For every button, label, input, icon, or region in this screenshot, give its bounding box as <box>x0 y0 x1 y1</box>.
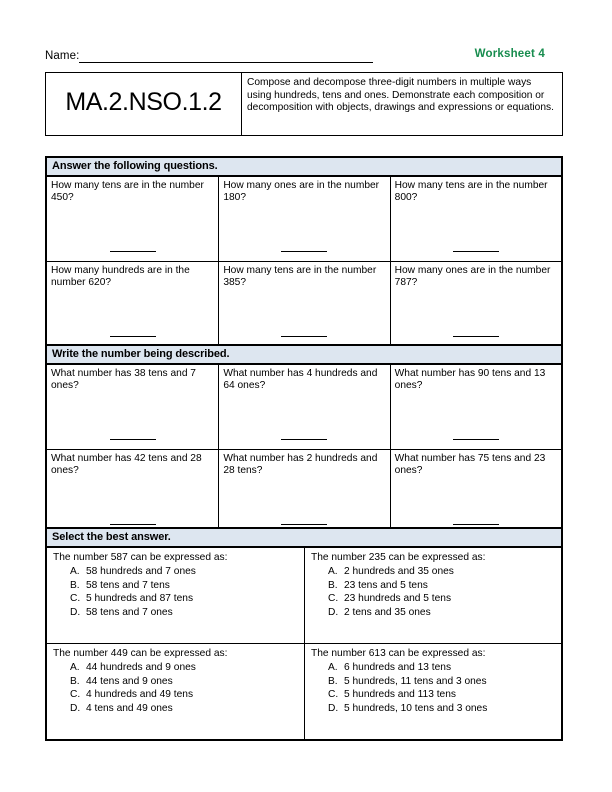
question-cell[interactable] <box>390 450 561 534</box>
section-tens-ones <box>45 156 563 348</box>
question-cell[interactable] <box>47 644 304 739</box>
mc-option-letter: D. <box>328 702 339 714</box>
question-text: What number has 90 tens and 13 ones? <box>394 368 546 392</box>
mc-option-text: 5 hundreds, 11 tens and 3 ones <box>344 675 487 687</box>
question-cell[interactable] <box>304 548 561 643</box>
section-write-number <box>45 344 563 536</box>
standard-box <box>45 72 563 136</box>
mc-option[interactable] <box>311 688 557 701</box>
name-write-line[interactable] <box>79 62 373 63</box>
question-row <box>47 449 561 534</box>
mc-option[interactable] <box>53 579 300 592</box>
question-cell[interactable] <box>390 177 561 261</box>
question-text: How many tens are in the number 385? <box>223 265 377 289</box>
mc-option-text: 58 hundreds and 7 ones <box>86 566 196 578</box>
question-grid <box>47 365 561 534</box>
mc-option-text: 5 hundreds and 113 tens <box>344 689 456 701</box>
question-text: How many hundreds are in the number 620? <box>51 265 190 289</box>
mc-option-text: 58 tens and 7 tens <box>86 579 170 591</box>
question-grid <box>47 177 561 346</box>
mc-option-text: 2 tens and 35 ones <box>344 606 431 618</box>
mc-option-text: 23 hundreds and 5 tens <box>344 593 452 605</box>
question-cell[interactable] <box>218 365 389 449</box>
question-text: What number has 38 tens and 7 ones? <box>51 368 196 392</box>
mc-option[interactable] <box>311 565 557 578</box>
mc-option-letter: B. <box>328 675 338 687</box>
question-text: What number has 42 tens and 28 ones? <box>51 453 202 477</box>
question-row <box>47 643 561 739</box>
mc-option[interactable] <box>311 675 557 688</box>
question-text: What number has 4 hundreds and 64 ones? <box>223 368 378 392</box>
question-row <box>47 261 561 346</box>
answer-blank[interactable] <box>47 336 218 337</box>
mc-option-list <box>53 565 300 619</box>
question-cell[interactable] <box>218 177 389 261</box>
mc-option-letter: B. <box>328 579 338 591</box>
answer-blank[interactable] <box>219 336 389 337</box>
section-select-answer <box>45 527 563 741</box>
question-cell[interactable] <box>47 177 218 261</box>
mc-option-list <box>311 661 557 715</box>
section-header: Write the number being described. <box>47 346 561 365</box>
answer-blank[interactable] <box>47 251 218 252</box>
mc-option-text: 4 tens and 49 ones <box>86 702 173 714</box>
mc-option[interactable] <box>311 702 557 715</box>
mc-option-text: 4 hundreds and 49 tens <box>86 689 194 701</box>
standard-code: MA.2.NSO.1.2 <box>46 73 242 135</box>
question-row <box>47 548 561 643</box>
mc-option-letter: D. <box>328 606 339 618</box>
mc-option[interactable] <box>311 592 557 605</box>
answer-blank[interactable] <box>219 439 389 440</box>
mc-option-letter: C. <box>70 689 81 701</box>
question-cell[interactable] <box>47 365 218 449</box>
worksheet-number: Worksheet 4 <box>474 48 545 60</box>
question-text: How many tens are in the number 800? <box>394 180 548 204</box>
mc-option[interactable] <box>53 592 300 605</box>
mc-option-letter: C. <box>328 593 339 605</box>
mc-option-letter: A. <box>70 662 80 674</box>
mc-option[interactable] <box>311 579 557 592</box>
mc-option-letter: C. <box>328 689 339 701</box>
mc-stem: The number 613 can be expressed as: <box>311 648 486 659</box>
question-text: What number has 2 hundreds and 28 tens? <box>223 453 378 477</box>
answer-blank[interactable] <box>391 251 561 252</box>
mc-option-letter: D. <box>70 702 81 714</box>
question-cell[interactable] <box>304 644 561 739</box>
answer-blank[interactable] <box>391 524 561 525</box>
name-label: Name: <box>45 50 80 62</box>
name-row <box>45 48 563 68</box>
question-cell[interactable] <box>47 262 218 346</box>
mc-option-text: 44 hundreds and 9 ones <box>86 662 196 674</box>
mc-option[interactable] <box>53 675 300 688</box>
question-text: How many ones are in the number 787? <box>394 265 551 289</box>
mc-stem: The number 449 can be expressed as: <box>53 648 228 659</box>
mc-stem: The number 235 can be expressed as: <box>311 552 486 563</box>
question-row <box>47 365 561 449</box>
answer-blank[interactable] <box>219 251 389 252</box>
standard-description: Compose and decompose three-digit numbers in multiple ways using hundreds, tens and ones. Demonstrate each composition or decomposition with objects, drawings and expressions or equations. <box>247 77 554 114</box>
mc-option[interactable] <box>53 702 300 715</box>
question-cell[interactable] <box>218 262 389 346</box>
mc-option[interactable] <box>311 606 557 619</box>
mc-option-text: 44 tens and 9 ones <box>86 675 173 687</box>
mc-stem: The number 587 can be expressed as: <box>53 552 228 563</box>
question-text: How many tens are in the number 450? <box>51 180 204 204</box>
question-cell[interactable] <box>47 548 304 643</box>
question-text: What number has 75 tens and 23 ones? <box>394 453 546 477</box>
answer-blank[interactable] <box>47 439 218 440</box>
mc-option-text: 5 hundreds, 10 tens and 3 ones <box>344 702 488 714</box>
mc-option-text: 58 tens and 7 ones <box>86 606 173 618</box>
section-header: Answer the following questions. <box>47 158 561 177</box>
mc-option-letter: A. <box>328 662 338 674</box>
mc-option[interactable] <box>53 606 300 619</box>
mc-option-text: 6 hundreds and 13 tens <box>344 662 452 674</box>
mc-option[interactable] <box>53 565 300 578</box>
answer-blank[interactable] <box>219 524 389 525</box>
question-text: How many ones are in the number 180? <box>223 180 380 204</box>
mc-option-list <box>311 565 557 619</box>
question-cell[interactable] <box>390 262 561 346</box>
mc-option-list <box>53 661 300 715</box>
answer-blank[interactable] <box>391 439 561 440</box>
answer-blank[interactable] <box>47 524 218 525</box>
mc-option-letter: B. <box>70 675 80 687</box>
mc-option-text: 2 hundreds and 35 ones <box>344 566 454 578</box>
mc-option-letter: B. <box>70 579 80 591</box>
mc-option-letter: A. <box>328 566 338 578</box>
mc-option[interactable] <box>53 661 300 674</box>
question-cell[interactable] <box>218 450 389 534</box>
mc-option-text: 5 hundreds and 87 tens <box>86 593 194 605</box>
question-cell[interactable] <box>390 365 561 449</box>
mc-option[interactable] <box>53 688 300 701</box>
mc-option-letter: A. <box>70 566 80 578</box>
section-header: Select the best answer. <box>47 529 561 548</box>
answer-blank[interactable] <box>391 336 561 337</box>
question-grid <box>47 548 561 739</box>
question-cell[interactable] <box>47 450 218 534</box>
mc-option[interactable] <box>311 661 557 674</box>
question-row <box>47 177 561 261</box>
mc-option-text: 23 tens and 5 tens <box>344 579 428 591</box>
mc-option-letter: D. <box>70 606 81 618</box>
mc-option-letter: C. <box>70 593 81 605</box>
